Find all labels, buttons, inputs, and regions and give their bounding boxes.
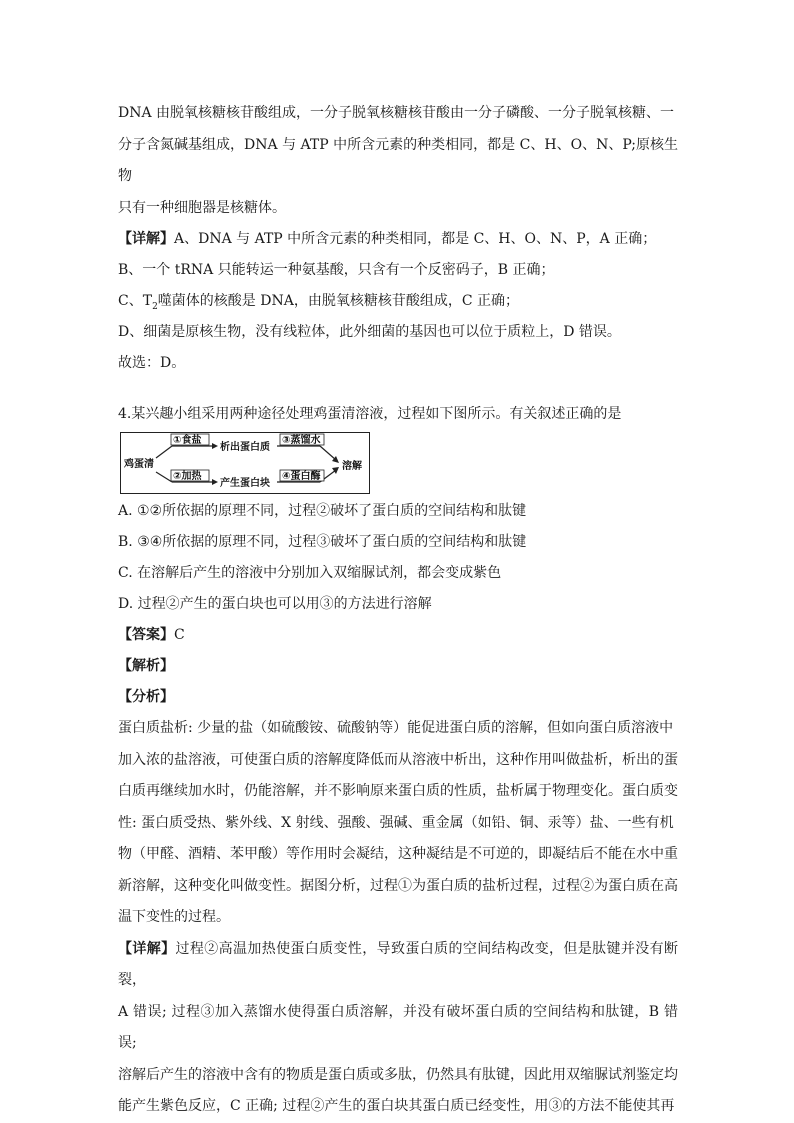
diagram-product1: 析出蛋白质 (220, 442, 270, 453)
text-line (118, 934, 678, 997)
q3-detail-section (118, 224, 678, 379)
option-c: C. 在溶解后产生的溶液中分别加入双缩脲试剂，都会变成紫色 (118, 565, 502, 581)
text-line: 温下变性的过程。 (118, 909, 230, 925)
q4-answer-section (118, 620, 678, 713)
diagram-step3: ③蒸馏水 (282, 435, 321, 446)
diagram-step2: ②加热 (173, 471, 202, 482)
detail-label: 【详解】 (118, 940, 176, 957)
text-line: 白质再继续加水时，仍能溶解，并不影响原来蛋白质的性质，盐析属于物理变化。蛋白质变 (118, 783, 678, 799)
detail-c-pre: C、T (118, 293, 153, 309)
arrow-head (212, 443, 218, 449)
text-line: 性: 蛋白质受热、紫外线、X 射线、强酸、强碱、重金属（如铅、铜、汞等）盐、一些有机 (118, 814, 674, 831)
arrow-head (212, 479, 218, 485)
process-diagram-svg (120, 432, 370, 494)
intro-paragraph (118, 98, 678, 224)
text-line: 加入浓的盐溶液，可使蛋白质的溶解度降低而从溶液中析出，这种作用叫做盐析，析出的蛋 (118, 751, 678, 768)
detail-c (118, 286, 678, 317)
q4-stem: 4.某兴趣小组采用两种途径处理鸡蛋清溶液，过程如下图所示。有关叙述正确的是 (118, 406, 622, 422)
option-b: B. ③④所依据的原理不同，过程③破坏了蛋白质的空间结构和肽键 (118, 534, 527, 550)
process-diagram (120, 432, 370, 494)
q4-detail-paragraph (118, 934, 678, 1123)
document-content (118, 98, 678, 1123)
text-line: A 错误; 过程③加入蒸馏水使得蛋白质溶解，并没有破坏蛋白质的空间结构和肽键，B 错误; (118, 1003, 678, 1051)
detail-c-post: 噬菌体的核酸是 DNA，由脱氧核糖核苷酸组成，C 正确； (157, 293, 519, 309)
detail-c-sub: 2 (152, 301, 158, 312)
option-d: D. 过程②产生的蛋白块也可以用③的方法进行溶解 (118, 596, 432, 612)
arrow-upper-left-diag (156, 446, 172, 458)
answer-label: 【答案】 (118, 627, 174, 643)
detail-label: 【详解】 (118, 231, 174, 247)
text-line: DNA 由脱氧核糖核苷酸组成，一分子脱氧核糖核苷酸由一分子磷酸、一分子脱氧核糖、一 (118, 105, 675, 121)
detail-b: B、一个 tRNA 只能转运一种氨基酸，只含有一个反密码子，B 正确； (118, 262, 555, 278)
analysis-label: 【解析】 (118, 658, 174, 674)
conclusion: 故选：D。 (118, 355, 186, 371)
detail-a (118, 224, 678, 255)
diagram-product2: 产生蛋白块 (220, 478, 270, 489)
text-line: 物（甲醛、酒精、苯甲酸）等作用时会凝结，这种凝结是不可逆的，即凝结后不能在水中重 (118, 846, 678, 862)
text-line: 新溶解，这种变化叫做变性。据图分析，过程①为蛋白质的盐析过程，过程②为蛋白质在高 (118, 877, 678, 894)
answer-value: C (174, 627, 185, 643)
arrow-upper-right-diag (320, 446, 336, 460)
fenxi-label: 【分析】 (118, 689, 174, 705)
arrow-lower-left-diag (156, 472, 172, 482)
text-line: 溶解后产生的溶液中含有的物质是蛋白质或多肽，仍然具有肽键，因此用双缩脲试剂鉴定均 (118, 1066, 678, 1083)
answer-line (118, 620, 678, 651)
diagram-start: 鸡蛋清 (124, 459, 154, 470)
option-a: A. ①②所依据的原理不同，过程②破坏了蛋白质的空间结构和肽键 (118, 503, 527, 519)
detail-d: D、细菌是原核生物，没有线粒体，此外细菌的基因也可以位于质粒上，D 错误。 (118, 324, 621, 340)
fenxi-paragraph (118, 713, 678, 934)
text-line: 能产生紫色反应，C 正确; 过程②产生的蛋白块其蛋白质已经变性，用③的方法不能使其再 (118, 1098, 675, 1114)
text-line: 只有一种细胞器是核糖体。 (118, 199, 286, 216)
diagram-end: 溶解 (342, 461, 362, 472)
detail-a-text: A、DNA 与 ATP 中所含元素的种类相同，都是 C、H、O、N、P，A 正确； (174, 231, 657, 247)
text-line: 分子含氮碱基组成，DNA 与 ATP 中所含元素的种类相同，都是 C、H、O、N、P;原核生物 (118, 136, 678, 184)
text-line: 蛋白质盐析: 少量的盐（如硫酸铵、硫酸钠等）能促进蛋白质的溶解，但如向蛋白质溶液中 (118, 720, 674, 736)
q4-options (118, 496, 678, 620)
diagram-step1: ①食盐 (173, 435, 202, 446)
diagram-step4: ④蛋白酶 (282, 471, 321, 482)
detail-text: 过程②高温加热使蛋白质变性，导致蛋白质的空间结构改变，但是肽键并没有断裂， (118, 940, 679, 988)
